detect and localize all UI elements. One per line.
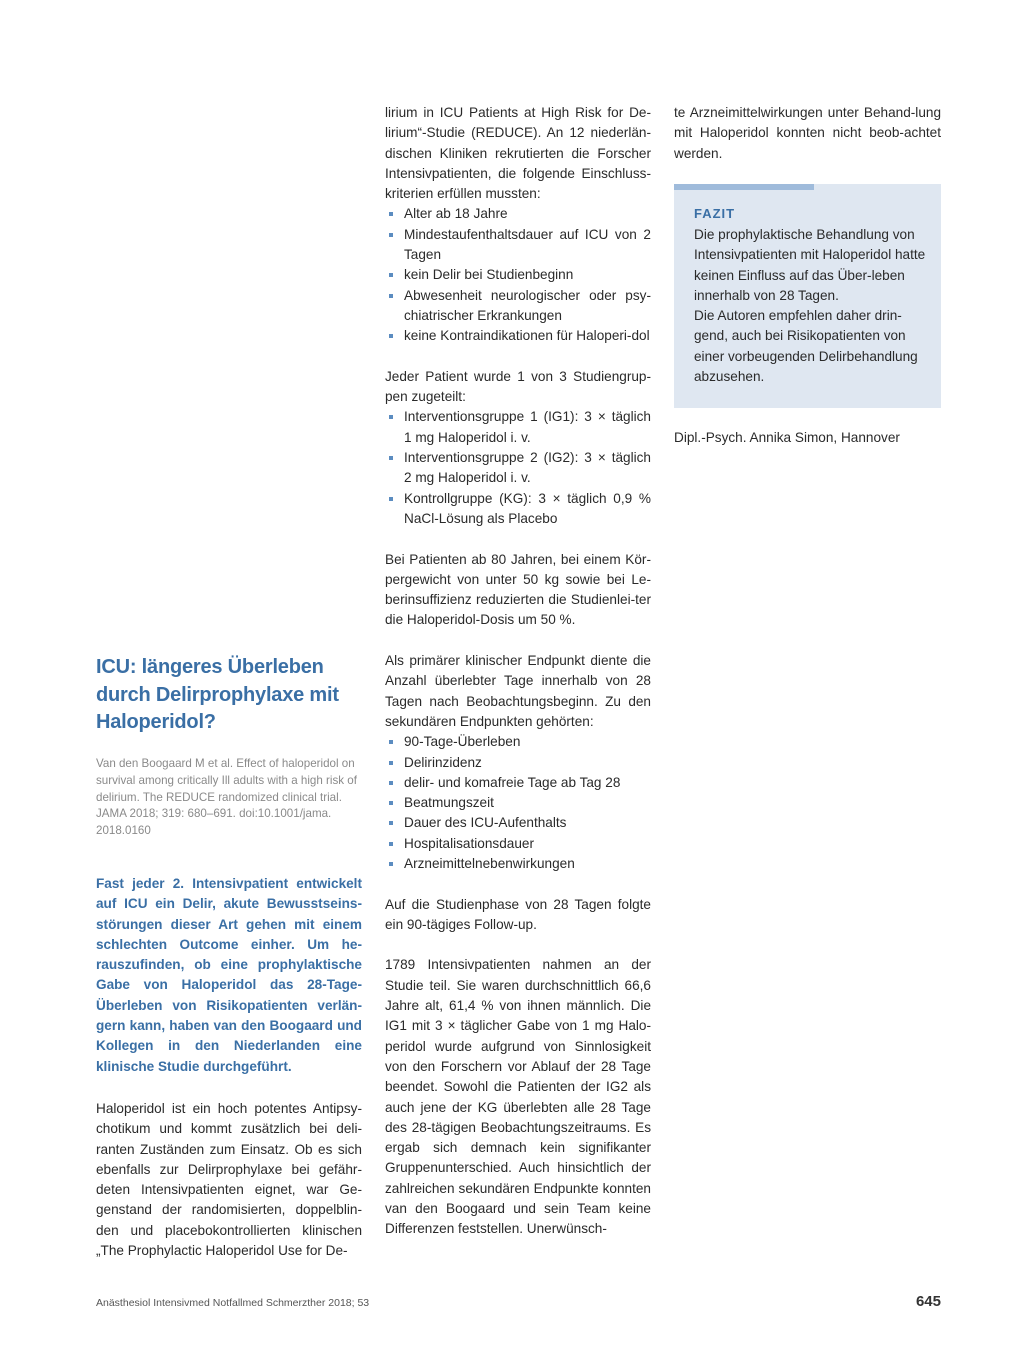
paragraph: te Arzneimittelwirkungen unter Behand-lung mit Haloperidol konnten nicht beob-achtet werden.: [674, 105, 941, 161]
list-item: Arzneimittelnebenwirkungen: [385, 854, 651, 874]
list-item: Dauer des ICU-Aufenthalts: [385, 813, 651, 833]
list-item: Interventionsgruppe 1 (IG1): 3 × täglich 1 mg Haloperidol i. v.: [385, 407, 651, 448]
list-item: keine Kontraindikationen für Haloperi-dol: [385, 326, 651, 346]
fazit-text: [694, 225, 929, 387]
paragraph: 1789 Intensivpatienten nahmen an der Studie teil. Sie waren durchschnittlich 66,6 Jahre alt, 61,4 % von ihnen männlich. Die IG1 mit 3 × täglicher Gabe von 1 mg Halo-peridol wurde aufgrund von Sinnlosigkeit von den Forschern vor Ablauf der 28 Tage beendet. Sowohl die Patienten der IG2 als auch jene der KG überlebten alle 28 Tage des 28-tägigen Beobachtungszeitraums. Es ergab sich demnach kein signifikanter Gruppenunterschied. Auch hinsichtlich der zahlreichen sekundären Endpunkte konnten van den Boogaard und sein Team keine Differenzen feststellen. Unerwünsch-: [385, 957, 651, 1237]
author: Dipl.-Psych. Annika Simon, Hannover: [674, 430, 900, 445]
study-groups-list: [385, 407, 651, 529]
list-item: Delirinzidenz: [385, 753, 651, 773]
list-item: Interventionsgruppe 2 (IG2): 3 × täglich 2 mg Haloperidol i. v.: [385, 448, 651, 489]
fazit-paragraph: Die Autoren empfehlen daher drin-gend, auch bei Risikopatienten von einer vorbeugenden Delirbehandlung abzusehen.: [694, 308, 918, 385]
column-3: [674, 103, 941, 164]
fazit-label: FAZIT: [694, 206, 736, 221]
fazit-accent-bar: [674, 184, 814, 190]
page-number: 645: [915, 1293, 941, 1310]
paragraph: Bei Patienten ab 80 Jahren, bei einem Kör-pergewicht von unter 50 kg sowie bei Le-berinsuffizienz reduzierten die Studienlei-ter die Haloperidol-Dosis um 50 %.: [385, 551, 651, 628]
paragraph: Auf die Studienphase von 28 Tagen folgte ein 90-tägiges Follow-up.: [385, 896, 651, 932]
paragraph: Als primärer klinischer Endpunkt diente die Anzahl überlebter Tage innerhalb von 28 Tagen nach Beobachtungsbeginn. Zu den sekundären Endpunkten gehörten:: [385, 653, 651, 729]
fazit-paragraph: Die prophylaktische Behandlung von Intensivpatienten mit Haloperidol hatte keinen Einfluss auf das Über-leben innerhalb von 28 Tagen.: [694, 227, 926, 303]
paragraph: lirium in ICU Patients at High Risk for De-lirium“-Studie (REDUCE). An 12 niederlän-dischen Kliniken rekrutierten die Forscher Intensivpatienten, die folgende Einschluss-kriterien erfüllen mussten:: [385, 105, 651, 202]
article-title: ICU: längeres Überleben durch Delirprophylaxe mit Haloperidol?: [96, 656, 339, 733]
list-item: kein Delir bei Studienbeginn: [385, 265, 651, 285]
list-item: Alter ab 18 Jahre: [385, 204, 651, 224]
column-2: [385, 103, 651, 1240]
list-item: Hospitalisationsdauer: [385, 834, 651, 854]
endpoints-list: [385, 732, 651, 874]
list-item: Beatmungszeit: [385, 793, 651, 813]
list-item: 90-Tage-Überleben: [385, 732, 651, 752]
list-item: Kontrollgruppe (KG): 3 × täglich 0,9 % NaCl-Lösung als Placebo: [385, 489, 651, 530]
citation: Van den Boogaard M et al. Effect of haloperidol on survival among critically Ill adults with a high risk of delirium. The REDUCE randomized clinical trial. JAMA 2018; 319: 680–691. doi:10.1001/jama. 2018.0160: [96, 757, 357, 838]
paragraph: Jeder Patient wurde 1 von 3 Studiengrup-pen zugeteilt:: [385, 368, 651, 405]
inclusion-criteria-list: [385, 204, 651, 346]
lead-paragraph: Fast jeder 2. Intensivpatient entwickelt auf ICU ein Delir, akute Bewusstseins-störungen dieser Art gehen mit einem schlechten Outcome einher. Um he-rauszufinden, ob eine prophylaktische Gabe von Haloperidol das 28-Tage-Überleben von Risikopatienten verlän-gern kann, haben van den Boogaard und Kollegen in den Niederlanden eine klinische Studie durchgeführt.: [96, 876, 362, 1074]
list-item: delir- und komafreie Tage ab Tag 28: [385, 773, 651, 793]
list-item: Mindestaufenthaltsdauer auf ICU von 2 Tagen: [385, 225, 651, 266]
footer-journal: Anästhesiol Intensivmed Notfallmed Schmerzther 2018; 53: [96, 1297, 370, 1309]
list-item: Abwesenheit neurologischer oder psy-chiatrischer Erkrankungen: [385, 286, 651, 327]
intro-paragraph: Haloperidol ist ein hoch potentes Antipsy-chotikum und kommt zusätzlich bei deli-ranten Zuständen zum Einsatz. Ob es sich ebenfalls zur Delirprophylaxe bei gefähr-deten Intensivpatienten eignet, war Ge-genstand der randomisierten, doppelblin-den und placebokontrollierten klinischen „The Prophylactic Haloperidol Use for De-: [96, 1101, 362, 1259]
